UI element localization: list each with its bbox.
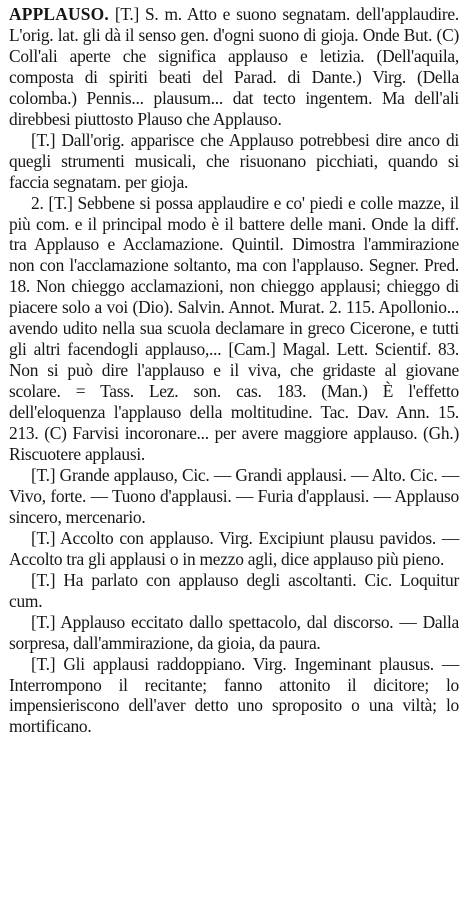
phrases-raddoppiano: [T.] Gli applausi raddoppiano. Virg. Ingeminant plausus. — Interrompono il recitante; fanno attonito il dicitore; lo impensieriscono dell'aver detto uno sproposito o una viltà; lo mortificano. — [9, 653, 459, 737]
phrases-accolto: [T.] Accolto con applauso. Virg. Excipiunt plausu pavidos. — Accolto tra gli applausi o in mezzo agli, dice applauso più pieno. — [9, 527, 459, 569]
definition-text: [T.] S. m. Atto e suono segnatam. dell'applaudire. L'orig. lat. gli dà il senso gen. d'ogni suono di gioja. Onde But. (C) Coll'ali aperte che significa applauso e letizia. (Dell'aquila, composta di spiriti beati del Parad. di Dante.) Virg. (Della colomba.) Pennis... plausum... dat tecto ingentem. Ma dell'ali direbbesi piuttosto Plauso che Applauso. — [9, 4, 459, 129]
phrases-grande-applauso: [T.] Grande applauso, Cic. — Grandi applausi. — Alto. Cic. — Vivo, forte. — Tuono d'applausi. — Furia d'applausi. — Applauso sincero, mercenario. — [9, 464, 459, 527]
etymology-note: [T.] Dall'orig. apparisce che Applauso potrebbesi dire anco di quegli strumenti musicali, che risuonano picchiati, quando si faccia segnatam. per gioja. — [9, 129, 459, 192]
phrases-ha-parlato: [T.] Ha parlato con applauso degli ascoltanti. Cic. Loquitur cum. — [9, 569, 459, 611]
definition-paragraph-1 — [9, 4, 459, 130]
phrases-eccitato: [T.] Applauso eccitato dallo spettacolo, dal discorso. — Dalla sorpresa, dall'ammirazione, da gioia, da paura. — [9, 611, 459, 653]
definition-paragraph-2: 2. [T.] Sebbene si possa applaudire e co' piedi e colle mazze, il più com. e il principal modo è il battere delle mani. Onde la diff. tra Applauso e Acclamazione. Quintil. Dimostra l'ammirazione non con l'acclamazione soltanto, ma con l'applauso. Segner. Pred. 18. Non chieggo acclamazioni, non chieggo applausi; chieggo di piacere solo a voi (Dio). Salvin. Annot. Murat. 2. 115. Apollonio... avendo udito nella sua scuola declamare in greco Cicerone, e tutti gli altri facendogli applauso,... [Cam.] Magal. Lett. Scientif. 83. Non si può dire l'applauso e il viva, che gridaste al giovane scolare. = Tass. Lez. son. cas. 183. (Man.) È l'effetto dell'eloquenza l'applauso della moltitudine. Tac. Dav. Ann. 15. 213. (C) Farvisi incoronare... per avere maggiore applauso. (Gh.) Riscuotere applausi. — [9, 192, 459, 465]
headword: APPLAUSO. — [9, 4, 109, 24]
